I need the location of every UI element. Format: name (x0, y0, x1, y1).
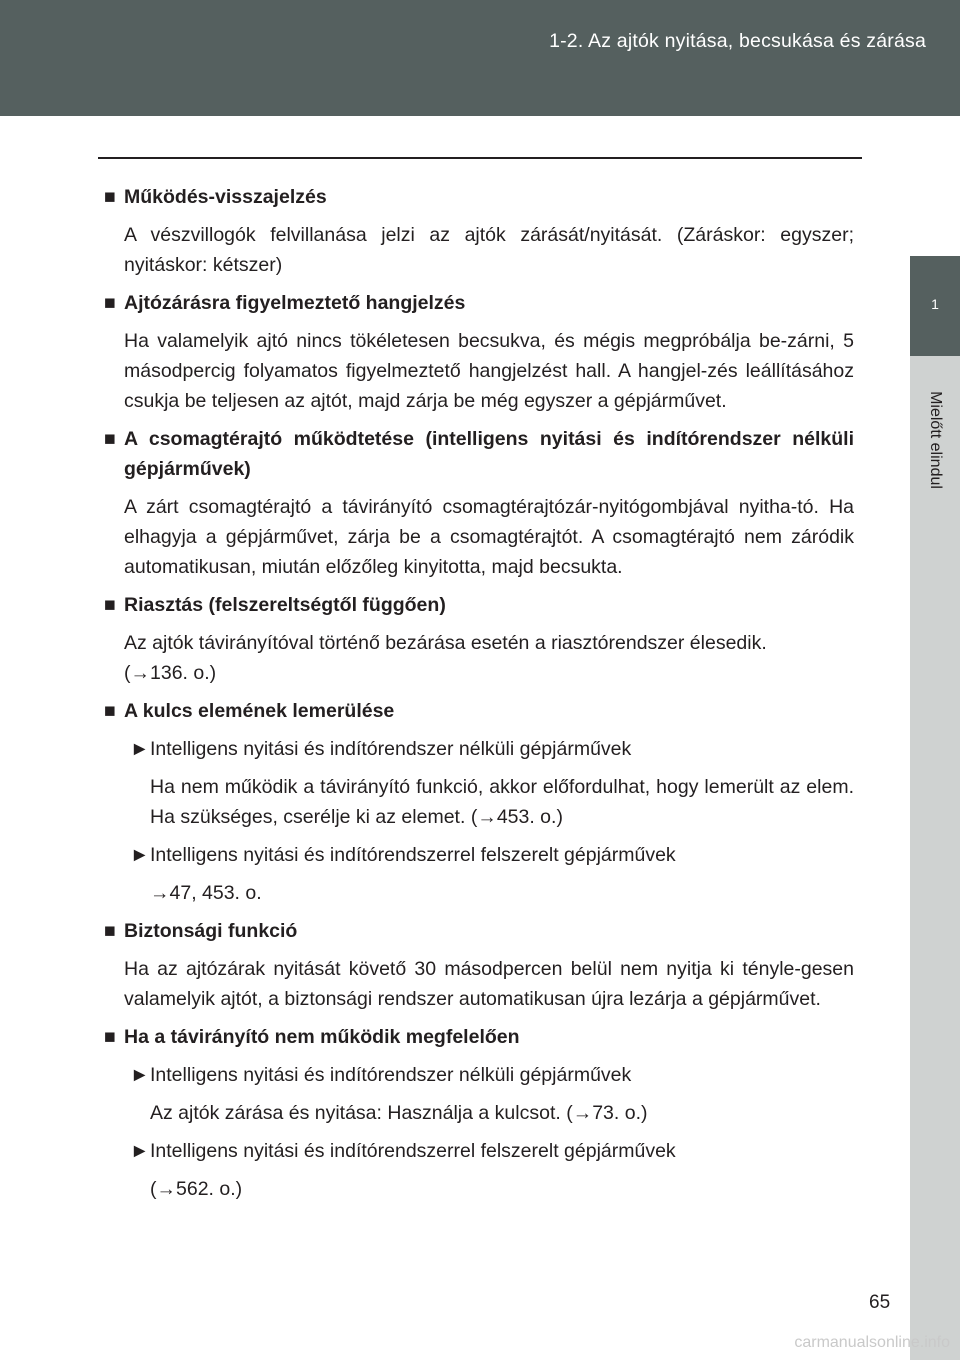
page-number: 65 (869, 1292, 891, 1313)
section-heading (104, 182, 854, 212)
section-title: Biztonsági funkció (124, 920, 298, 942)
chapter-tab-strip (910, 356, 960, 1360)
section-text: Ha valamelyik ajtó nincs tökéletesen becsukva, és mégis megpróbálja be-zárni, 5 másodpercig folyamatos figyelmeztető hangjelzést hall. A hangjel-zés leállításához csukja be teljesen az ajtót, majd zárja be még egyszer a gépjárművet. (124, 330, 854, 412)
arrow-icon: → (572, 1102, 593, 1124)
arrow-icon: → (150, 882, 170, 904)
page-reference: (→562. o.) (150, 1178, 243, 1200)
triangle-bullet-icon: ► (130, 844, 150, 866)
header-rule (98, 157, 862, 159)
section-title: Riasztás (felszereltségtől függően) (124, 594, 446, 616)
square-bullet-icon: ■ (104, 594, 116, 616)
arrow-icon: → (130, 662, 150, 684)
page-reference: →47, 453. o. (150, 882, 262, 904)
square-bullet-icon: ■ (104, 920, 116, 942)
triangle-bullet-icon: ► (130, 1140, 150, 1162)
square-bullet-icon: ■ (104, 428, 116, 450)
subsection-heading (130, 1136, 854, 1166)
arrow-icon: → (477, 806, 497, 828)
subsection-title: Intelligens nyitási és indítórendszer nélküli gépjárművek (150, 738, 632, 760)
section-heading (104, 916, 854, 946)
chapter-title: 1-2. Az ajtók nyitása, becsukása és zárása (549, 30, 926, 52)
section-title: A kulcs elemének lemerülése (124, 700, 395, 722)
section-heading (104, 1022, 854, 1052)
chapter-tab (910, 256, 960, 356)
page-content (104, 182, 854, 1212)
page-reference: (→453. o.) (470, 806, 563, 828)
header-band (0, 0, 960, 116)
section-title: Ajtózárásra figyelmeztető hangjelzés (124, 292, 466, 314)
subsection-title: Intelligens nyitási és indítórendszer nélküli gépjárművek (150, 1064, 632, 1086)
subsection-text: Ha nem működik a távirányító funkció, akkor előfordulhat, hogy lemerült az elem. Ha szükséges, cserélje ki az elemet. (→453. o.) (150, 776, 854, 828)
section-text: Ha az ajtózárak nyitását követő 30 másodpercen belül nem nyitja ki tényle-gesen valamelyik ajtót, a biztonsági rendszer automatikusan újra lezárja a gépjárművet. (124, 958, 854, 1010)
section-text-body: Az ajtók távirányítóval történő bezárása esetén a riasztórendszer élesedik. (124, 632, 767, 654)
section-heading (104, 288, 854, 318)
chapter-number: 1 (931, 296, 939, 312)
page-reference: (→73. o.) (566, 1102, 648, 1124)
section-text: A vészvillogók felvillanása jelzi az ajtók zárását/nyitását. (Záráskor: egyszer; nyitáskor: kétszer) (124, 224, 854, 276)
subsection-title: Intelligens nyitási és indítórendszerrel felszerelt gépjárművek (150, 844, 676, 866)
subsection-heading (130, 734, 854, 764)
section-text: A zárt csomagtérajtó a távirányító csomagtérajtózár-nyitógombjával nyitha-tó. Ha elhagyja a gépjárművet, zárja be a csomagtérajtót. A csomagtérajtó nem záródik automatikusan, miután előzőleg kinyitotta, majd becsukta. (124, 496, 854, 578)
square-bullet-icon: ■ (104, 700, 116, 722)
section-heading (104, 590, 854, 620)
chapter-tab-label: Mielőtt elindul (927, 391, 944, 489)
section-heading (104, 696, 854, 726)
triangle-bullet-icon: ► (130, 1064, 150, 1086)
arrow-icon: → (156, 1178, 176, 1200)
subsection-heading (130, 1060, 854, 1090)
page-reference: (→136. o.) (124, 662, 217, 684)
section-title: Működés-visszajelzés (124, 186, 327, 208)
watermark: carmanualsonline.info (794, 1334, 950, 1351)
subsection-text: Az ajtók zárása és nyitása: Használja a kulcsot. (→73. o.) (150, 1102, 648, 1124)
square-bullet-icon: ■ (104, 292, 116, 314)
subsection-title: Intelligens nyitási és indítórendszerrel felszerelt gépjárművek (150, 1140, 676, 1162)
square-bullet-icon: ■ (104, 186, 116, 208)
triangle-bullet-icon: ► (130, 738, 150, 760)
subsection-heading (130, 840, 854, 870)
section-text (124, 628, 854, 688)
section-title: A csomagtérajtó működtetése (intelligens nyitási és indítórendszer nélküli gépjárművek) (124, 428, 854, 480)
section-title: Ha a távirányító nem működik megfelelően (124, 1026, 520, 1048)
section-heading (104, 424, 854, 484)
square-bullet-icon: ■ (104, 1026, 116, 1048)
